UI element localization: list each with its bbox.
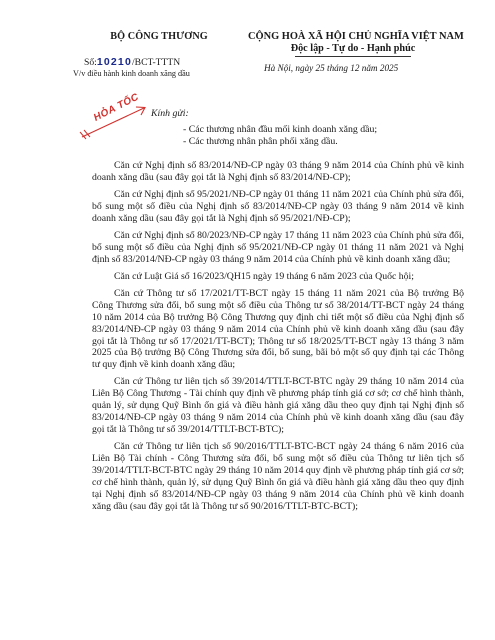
- reference-number: 10210: [96, 56, 133, 68]
- urgent-stamp: [78, 91, 148, 140]
- issuing-agency: BỘ CÔNG THƯƠNG: [110, 31, 208, 42]
- body-paragraph: Căn cứ Luật Giá số 16/2023/QH15 ngày 19 tháng 6 năm 2023 của Quốc hội;: [114, 270, 414, 282]
- recipients-list: [183, 124, 377, 147]
- reference-suffix: /BCT-TTTN: [132, 57, 181, 68]
- national-title-block: [248, 31, 464, 57]
- body-paragraph: Căn cứ Nghị định số 95/2021/NĐ-CP ngày 01 tháng 11 năm 2021 của Chính phủ sửa đổi, bổ sung một số điều của Nghị định số 83/2014/NĐ-CP ngày 03 tháng 9 năm 2014 về kinh doanh xăng dầu (sau đây gọi tắt là Nghị định số 95/2021/NĐ-CP);: [92, 189, 464, 224]
- motto-underline: [295, 56, 411, 57]
- issue-date: Hà Nội, ngày 25 tháng 12 năm 2025: [264, 63, 399, 73]
- stamp-text: HỎA TỐC: [92, 91, 141, 124]
- body-paragraph: Căn cứ Thông tư liên tịch số 90/2016/TTLT-BTC-BCT ngày 24 tháng 6 năm 2016 của Liên Bộ Tài chính - Công Thương sửa đổi, bổ sung một số điều của Thông tư liên tịch số 39/2014/TTLT-BCT-BTC ngày 29 tháng 10 năm 2014 quy định về phương pháp tính giá cơ sở; cơ chế hình thành, quản lý, sử dụng Quỹ Bình ổn giá và điều hành giá xăng dầu theo quy định tại Nghị định số 83/2014/NĐ-CP ngày 03 tháng 9 năm 2014 của Chính phủ về kinh doanh xăng dầu (sau đây gọi tắt là Thông tư số 90/2016/TTLT-BTC-BCT);: [92, 441, 464, 512]
- document-reference: [84, 56, 180, 68]
- national-motto: Độc lập - Tự do - Hạnh phúc: [290, 43, 416, 54]
- body-paragraph: Căn cứ Nghị định số 83/2014/NĐ-CP ngày 03 tháng 9 năm 2014 của Chính phủ về kinh doanh xăng dầu (sau đây gọi tắt là Nghị định số 83/2014/NĐ-CP);: [92, 160, 464, 183]
- body-paragraph: Căn cứ Thông tư số 17/2021/TT-BCT ngày 15 tháng 11 năm 2021 của Bộ trưởng Bộ Công Thương sửa đổi, bổ sung một số điều của Thông tư số 38/2014/TT-BCT ngày 24 tháng 10 năm 2014 của Bộ trưởng Bộ Công Thương quy định chi tiết một số điều của Nghị định số 83/2014/NĐ-CP ngày 03 tháng 9 năm 2014 của Chính phủ về kinh doanh xăng dầu (sau đây gọi tắt là Thông tư số 17/2021/TT-BCT); Thông tư số 18/2025/TT-BCT ngày 13 tháng 3 năm 2025 của Bộ trưởng Bộ Công Thương sửa đổi, bổ sung, bãi bỏ một số quy định tại các Thông tư quy định về kinh doanh xăng dầu;: [92, 287, 464, 371]
- recipient-item: - Các thương nhân phân phối xăng dầu.: [183, 135, 338, 147]
- document-body: [92, 160, 464, 518]
- national-title: CỘNG HOÀ XÃ HỘI CHỦ NGHĨA VIỆT NAM: [248, 31, 464, 42]
- document-subject: V/v điều hành kinh doanh xăng dầu: [73, 69, 190, 78]
- body-paragraph: Căn cứ Nghị định số 80/2023/NĐ-CP ngày 17 tháng 11 năm 2023 của Chính phủ sửa đổi, bổ sung một số điều của Nghị định số 95/2021/NĐ-CP ngày 01 tháng 11 năm 2021 và Nghị định số 83/2014/NĐ-CP ngày 03 tháng 9 năm 2014 của Chính phủ về kinh doanh xăng dầu;: [92, 229, 464, 265]
- recipient-item: - Các thương nhân đầu mối kinh doanh xăng dầu;: [183, 124, 378, 135]
- issuing-agency-block: [84, 31, 234, 42]
- recipients-greeting: Kính gửi:: [151, 108, 189, 119]
- body-paragraph: Căn cứ Thông tư liên tịch số 39/2014/TTLT-BCT-BTC ngày 29 tháng 10 năm 2014 của Liên Bộ Công Thương - Tài chính quy định về phương pháp tính giá cơ sở; cơ chế hình thành, quản lý, sử dụng Quỹ Bình ổn giá và điều hành giá xăng dầu theo quy định tại Nghị định số 83/2014/NĐ-CP ngày 03 tháng 9 năm 2014 của Chính phủ về kinh doanh xăng dầu (sau đây gọi tắt là Thông tư số 39/2014/TTLT-BCT-BTC);: [92, 376, 464, 436]
- reference-prefix: Số:: [84, 57, 97, 68]
